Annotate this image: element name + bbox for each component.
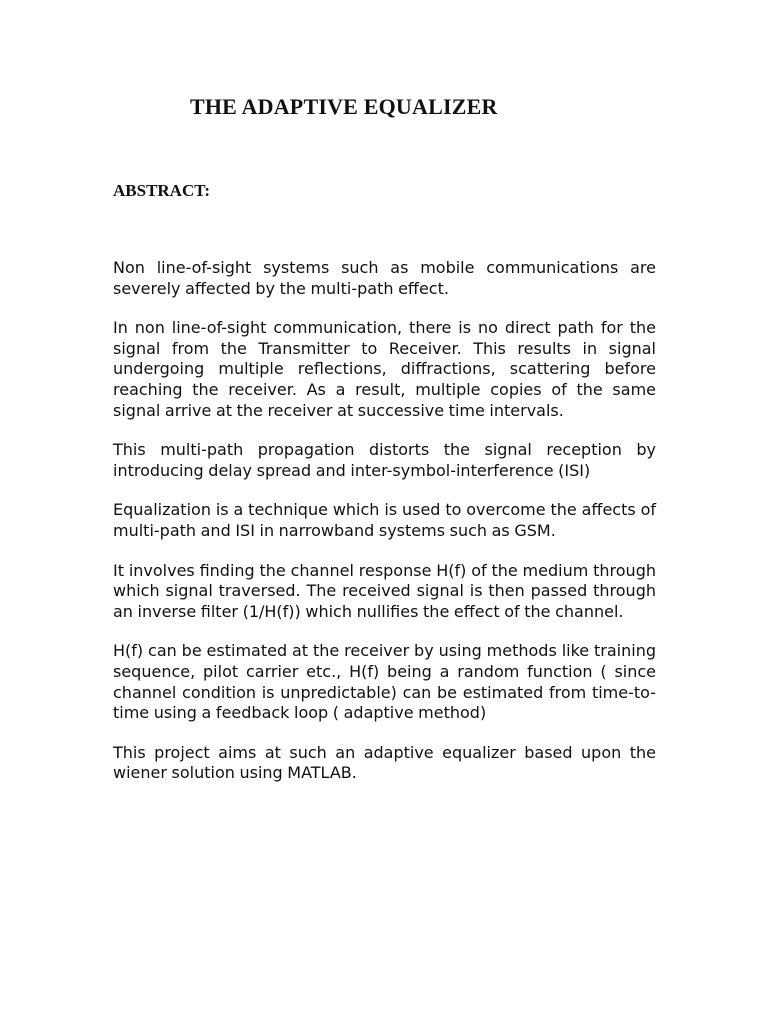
- abstract-body: [113, 258, 656, 803]
- document-title: THE ADAPTIVE EQUALIZER: [190, 94, 498, 119]
- paragraph-2: In non line-of-sight communication, there is no direct path for the signal from the Transmitter to Receiver. This results in signal undergoing multiple reflections, diffractions, scattering before reaching the receiver. As a result, multiple copies of the same signal arrive at the receiver at successive time intervals.: [113, 318, 656, 420]
- abstract-heading: ABSTRACT:: [113, 181, 210, 200]
- paragraph-5: It involves finding the channel response H(f) of the medium through which signal traversed. The received signal is then passed through an inverse filter (1/H(f)) which nullifies the effect of the channel.: [113, 560, 656, 621]
- paragraph-6: H(f) can be estimated at the receiver by using methods like training sequence, pilot carrier etc., H(f) being a random function ( since channel condition is unpredictable) can be estimated from time-to-time using a feedback loop ( adaptive method): [113, 641, 656, 723]
- paragraph-3: This multi-path propagation distorts the signal reception by introducing delay spread and inter-symbol-interference (ISI): [113, 440, 656, 480]
- paragraph-7: This project aims at such an adaptive equalizer based upon the wiener solution using MATLAB.: [113, 742, 656, 783]
- paragraph-1: Non line-of-sight systems such as mobile communications are severely affected by the multi-path effect.: [113, 258, 656, 298]
- paragraph-4: Equalization is a technique which is used to overcome the affects of multi-path and ISI in narrowband systems such as GSM.: [113, 500, 656, 540]
